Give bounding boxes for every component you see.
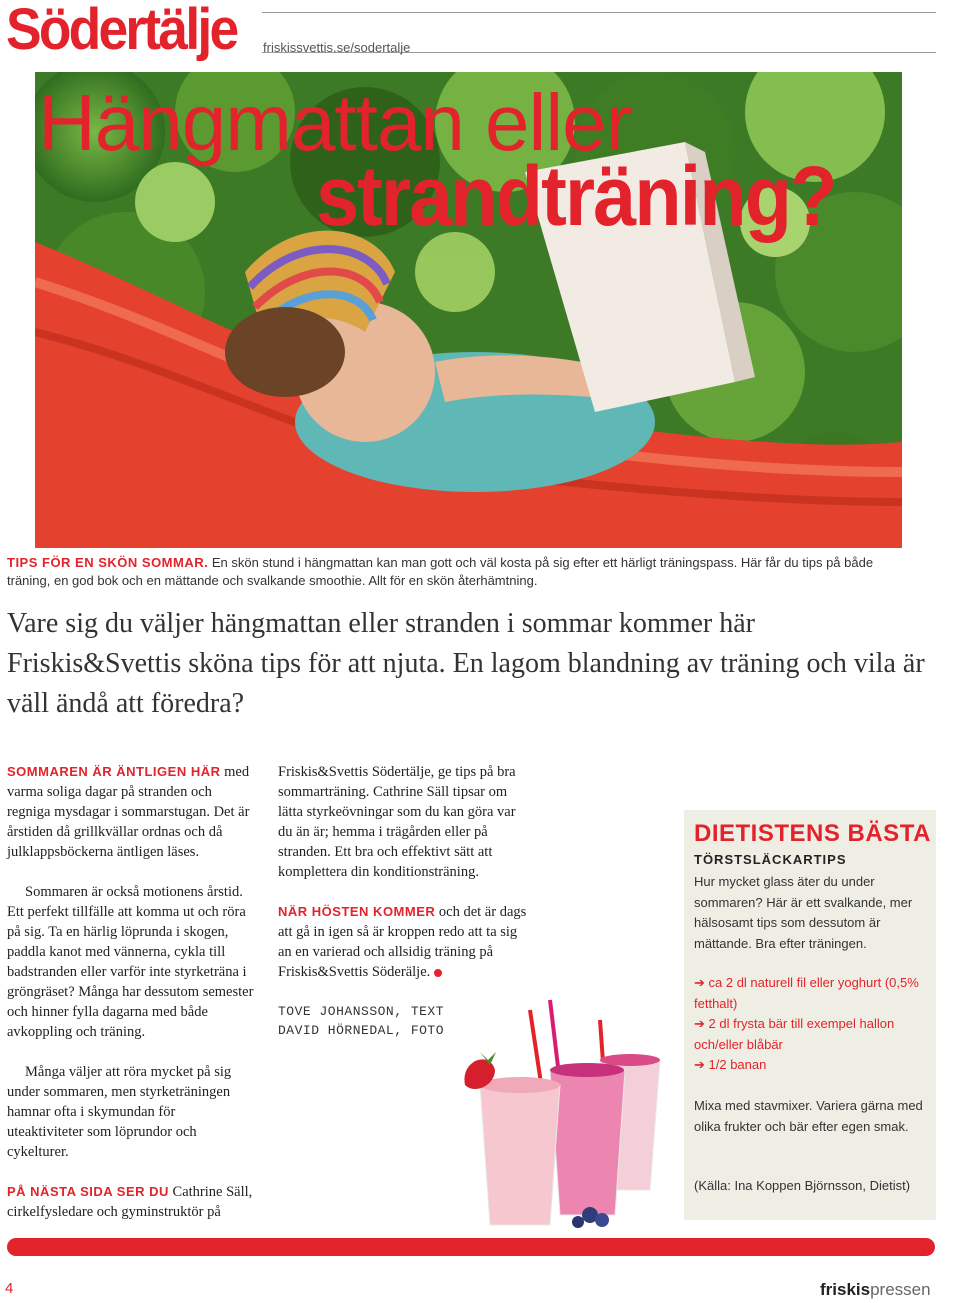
sidebar-method: Mixa med stavmixer. Variera gärna med olika frukter och bär efter egen smak. (694, 1098, 923, 1134)
footer-bar (7, 1238, 935, 1256)
col1-paragraph-1 (7, 762, 255, 862)
sidebar-subtitle: TÖRSTSLÄCKARTIPS (694, 852, 847, 867)
sidebar-source: (Källa: Ina Koppen Björnsson, Dietist) (694, 1178, 911, 1193)
sidebar-title: DIETISTENS BÄSTA (694, 820, 931, 847)
ingredient-item: ➔ 2 dl frysta bär till exempel hallon och/eller blåbär (694, 1016, 895, 1052)
col2-kicker: NÄR HÖSTEN KOMMER (278, 904, 436, 919)
col1-paragraph-3: Många väljer att röra mycket på sig under sommaren, men styrketräningen hamnar ofta i skymundan för uteaktiviteter som löprundor och cykelturer. (7, 1064, 232, 1160)
brand-bold: friskis (820, 1280, 871, 1299)
headline-line-1: Hängmattan eller (38, 78, 632, 167)
end-mark-icon (434, 969, 442, 977)
dietist-sidebar (684, 810, 936, 1220)
caption-kicker: TIPS FÖR EN SKÖN SOMMAR. (7, 555, 209, 570)
ingredient-list (694, 973, 930, 1076)
col2-paragraph-1: Friskis&Svettis Södertälje, ge tips på bra sommarträning. Cathrine Säll tipsar om lätta styrkeövningar som du kan göra var du än är; hemma i trägården eller på stranden. Ett bra och effektivt sätt att komplettera din konditionsträning. (278, 764, 516, 880)
smoothie-photo (450, 990, 680, 1230)
headline-line-2: strandträning? (316, 149, 836, 243)
byline-text: TOVE JOHANSSON, TEXT (278, 1004, 445, 1019)
caption-text: En skön stund i hängmattan kan man gott och väl kosta på sig efter ett härligt träningspass. Här får du tips på både träning, en god bok och en mättande och svalkande smoothie. Allt för en skön återhämtning. (7, 555, 874, 588)
header-top-rule (262, 12, 936, 13)
body-column-1 (7, 762, 255, 1242)
col2-p2-text: och det är dags att gå in igen så är kroppen redo att ta sig an en varierad och allsidig träning på Friskis&Svettis Söderälje. (278, 904, 527, 980)
ingredient-item: ➔ ca 2 dl naturell fil eller yoghurt (0,5% fetthalt) (694, 975, 919, 1011)
photo-caption (7, 554, 907, 590)
col2-paragraph-2 (278, 902, 532, 982)
col1-paragraph-2: Sommaren är också motionens årstid. Ett perfekt tillfälle att komma ut och röra på sig. Ta en härlig löprunda i skogen, paddla kanot med vännerna, cykla till badstranden eller varför inte styrketräna i gröngräset? Många har dessutom semester och hinner fylla dagarna med både avkoppling och träning. (7, 884, 254, 1040)
section-url[interactable]: friskissvettis.se/sodertalje (263, 40, 411, 55)
col1-kicker: SOMMAREN ÄR ÄNTLIGEN HÄR (7, 764, 221, 779)
col1-paragraph-4 (7, 1182, 255, 1222)
section-name: Södertälje (6, 0, 237, 62)
publication-logo (820, 1280, 931, 1300)
sidebar-intro: Hur mycket glass äter du under sommaren? Här är ett svalkande, mer hälsosamt tips som dessutom är mättande. Bra efter träningen. (694, 874, 913, 951)
brand-rest: pressen (870, 1280, 931, 1299)
ingredient-item: ➔ 1/2 banan (694, 1057, 767, 1072)
col1-kicker-2: PÅ NÄSTA SIDA SER DU (7, 1184, 169, 1199)
page-number: 4 (5, 1280, 14, 1297)
lead-paragraph: Vare sig du väljer hängmattan eller stranden i sommar kommer här Friskis&Svettis sköna tips för att njuta. En lagom blandning av träning och vila är väll ändå att föredra? (7, 608, 925, 719)
col1-p1-text: med varma soliga dagar på stranden och regniga mysdagar i sommarstugan. Det är årstiden då grillkvällar ordnas och då julklappsböckerna äntligen läses. (7, 764, 250, 860)
byline-photo: DAVID HÖRNEDAL, FOTO (278, 1023, 445, 1038)
col1-p4-text: Cathrine Säll, cirkelfysledare och gyminstruktör på (7, 1184, 253, 1220)
